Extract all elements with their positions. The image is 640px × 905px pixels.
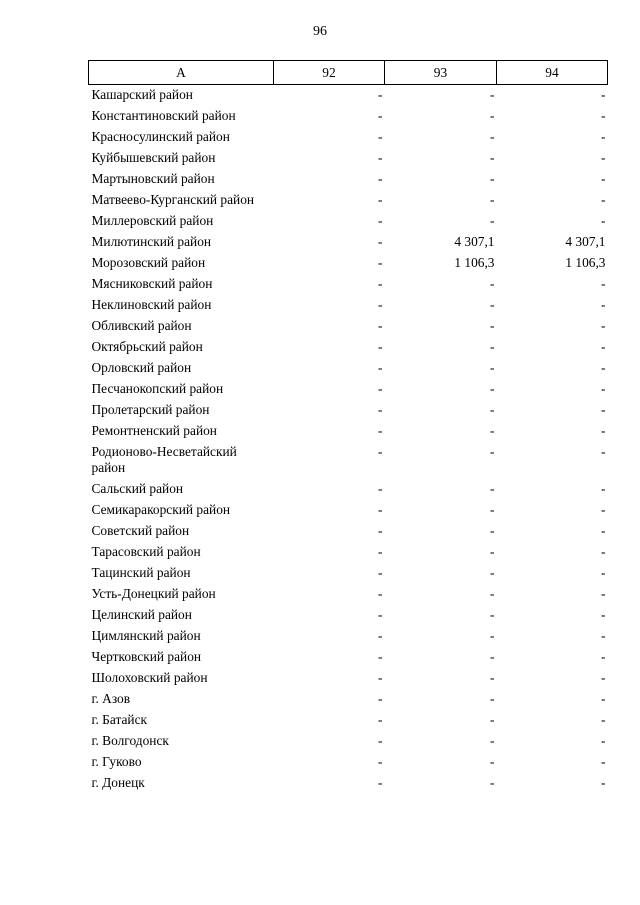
row-value-92: - bbox=[378, 481, 383, 496]
table-row bbox=[89, 500, 608, 521]
row-value-94: - bbox=[601, 87, 606, 102]
row-value-94: - bbox=[601, 565, 606, 580]
row-value-92: - bbox=[378, 297, 383, 312]
row-value-94: - bbox=[601, 171, 606, 186]
row-value-92: - bbox=[378, 670, 383, 685]
row-name-cell: Константиновский район bbox=[91, 108, 236, 123]
row-value-92: - bbox=[378, 628, 383, 643]
row-value-93: - bbox=[490, 628, 495, 643]
header-row bbox=[89, 61, 608, 85]
row-name-cell: Красносулинский район bbox=[91, 129, 230, 144]
row-value-92: - bbox=[378, 733, 383, 748]
table-row bbox=[89, 358, 608, 379]
row-value-92: - bbox=[378, 213, 383, 228]
row-value-93: - bbox=[490, 670, 495, 685]
row-value-93: - bbox=[490, 649, 495, 664]
row-value-93: - bbox=[490, 129, 495, 144]
row-value-93: - bbox=[490, 691, 495, 706]
row-value-93: - bbox=[490, 444, 495, 459]
table-row bbox=[89, 479, 608, 500]
row-value-93: - bbox=[490, 381, 495, 396]
row-value-93: - bbox=[490, 192, 495, 207]
row-value-94: - bbox=[601, 297, 606, 312]
row-value-94: - bbox=[601, 523, 606, 538]
table-row bbox=[89, 563, 608, 584]
row-value-94: - bbox=[601, 402, 606, 417]
row-name-cell: Куйбышевский район bbox=[91, 150, 216, 165]
row-name-cell: г. Волгодонск bbox=[91, 733, 169, 748]
table-body bbox=[89, 85, 608, 795]
row-value-92: - bbox=[378, 607, 383, 622]
table-row bbox=[89, 379, 608, 400]
row-value-94: - bbox=[601, 423, 606, 438]
row-value-93: - bbox=[490, 544, 495, 559]
row-value-94: - bbox=[601, 754, 606, 769]
row-value-93: - bbox=[490, 87, 495, 102]
row-name-cell: Мартыновский район bbox=[91, 171, 215, 186]
row-value-92: - bbox=[378, 444, 383, 459]
row-value-93: - bbox=[490, 360, 495, 375]
row-value-94: 1 106,3 bbox=[565, 255, 606, 270]
header-cell-name: А bbox=[89, 61, 274, 85]
row-name-cell: Семикаракорский район bbox=[91, 502, 231, 517]
row-value-92: - bbox=[378, 423, 383, 438]
table-row bbox=[89, 421, 608, 442]
row-value-92: - bbox=[378, 649, 383, 664]
table-row bbox=[89, 731, 608, 752]
row-name-cell: Октябрьский район bbox=[91, 339, 203, 354]
row-value-92: - bbox=[378, 171, 383, 186]
table-row bbox=[89, 148, 608, 169]
data-table bbox=[88, 60, 608, 794]
row-value-92: - bbox=[378, 339, 383, 354]
row-value-92: - bbox=[378, 523, 383, 538]
row-name-cell: г. Батайск bbox=[91, 712, 148, 727]
row-name-cell: Ремонтненский район bbox=[91, 423, 217, 438]
row-name-cell: Шолоховский район bbox=[91, 670, 208, 685]
row-value-92: - bbox=[378, 544, 383, 559]
row-value-94: - bbox=[601, 670, 606, 685]
row-value-92: - bbox=[378, 712, 383, 727]
table-header bbox=[89, 61, 608, 85]
row-value-93: - bbox=[490, 423, 495, 438]
row-value-92: - bbox=[378, 360, 383, 375]
row-value-93: 4 307,1 bbox=[454, 234, 495, 249]
row-name-cell: Сальский район bbox=[91, 481, 184, 496]
row-value-94: - bbox=[601, 628, 606, 643]
row-value-94: - bbox=[601, 691, 606, 706]
table-row bbox=[89, 584, 608, 605]
row-value-94: - bbox=[601, 712, 606, 727]
row-value-94: - bbox=[601, 775, 606, 790]
table-row bbox=[89, 626, 608, 647]
row-value-94: - bbox=[601, 108, 606, 123]
row-value-93: - bbox=[490, 150, 495, 165]
table-row bbox=[89, 232, 608, 253]
row-value-93: - bbox=[490, 213, 495, 228]
row-name-cell: Чертковский район bbox=[91, 649, 202, 664]
table-row bbox=[89, 274, 608, 295]
row-value-93: - bbox=[490, 481, 495, 496]
row-value-94: - bbox=[601, 544, 606, 559]
row-value-94: - bbox=[601, 129, 606, 144]
table-row bbox=[89, 211, 608, 232]
row-value-94: - bbox=[601, 318, 606, 333]
row-name-cell: Советский район bbox=[91, 523, 190, 538]
table-row bbox=[89, 752, 608, 773]
row-name-cell: Песчанокопский район bbox=[91, 381, 224, 396]
table-row bbox=[89, 337, 608, 358]
row-value-94: - bbox=[601, 733, 606, 748]
row-value-92: - bbox=[378, 754, 383, 769]
table-row bbox=[89, 190, 608, 211]
table-row bbox=[89, 647, 608, 668]
row-value-92: - bbox=[378, 402, 383, 417]
table-row bbox=[89, 127, 608, 148]
table-row bbox=[89, 400, 608, 421]
row-name-cell: Орловский район bbox=[91, 360, 192, 375]
header-cell-94: 94 bbox=[497, 61, 608, 85]
row-value-92: - bbox=[378, 234, 383, 249]
row-value-93: - bbox=[490, 754, 495, 769]
table-row bbox=[89, 253, 608, 274]
row-value-93: - bbox=[490, 565, 495, 580]
row-value-92: - bbox=[378, 586, 383, 601]
page-number: 96 bbox=[313, 24, 327, 39]
row-value-92: - bbox=[378, 318, 383, 333]
row-value-92: - bbox=[378, 691, 383, 706]
table-row bbox=[89, 773, 608, 794]
row-name-cell: Матвеево-Курганский район bbox=[91, 192, 255, 207]
row-value-92: - bbox=[378, 192, 383, 207]
row-value-94: - bbox=[601, 586, 606, 601]
row-name-cell: Неклиновский район bbox=[91, 297, 212, 312]
row-value-94: - bbox=[601, 339, 606, 354]
row-value-92: - bbox=[378, 108, 383, 123]
table-row bbox=[89, 710, 608, 731]
table-row bbox=[89, 106, 608, 127]
row-value-94: - bbox=[601, 481, 606, 496]
row-value-94: - bbox=[601, 502, 606, 517]
row-value-93: - bbox=[490, 502, 495, 517]
row-value-93: - bbox=[490, 607, 495, 622]
row-value-94: - bbox=[601, 150, 606, 165]
row-value-92: - bbox=[378, 150, 383, 165]
row-value-94: - bbox=[601, 360, 606, 375]
table-row bbox=[89, 442, 608, 479]
row-value-92: - bbox=[378, 775, 383, 790]
row-value-94: - bbox=[601, 276, 606, 291]
row-value-93: - bbox=[490, 318, 495, 333]
row-name-cell: Мясниковский район bbox=[91, 276, 213, 291]
row-name-cell: Тарасовский район bbox=[91, 544, 201, 559]
table-row bbox=[89, 169, 608, 190]
row-value-93: - bbox=[490, 775, 495, 790]
row-name-cell: Усть-Донецкий район bbox=[91, 586, 216, 601]
row-value-92: - bbox=[378, 255, 383, 270]
table-row bbox=[89, 521, 608, 542]
row-value-94: - bbox=[601, 381, 606, 396]
row-value-93: - bbox=[490, 276, 495, 291]
table-row bbox=[89, 689, 608, 710]
row-name-cell: Целинский район bbox=[91, 607, 192, 622]
row-value-94: - bbox=[601, 444, 606, 459]
row-name-cell: Тацинский район bbox=[91, 565, 191, 580]
row-name-cell: Миллеровский район bbox=[91, 213, 214, 228]
row-value-92: - bbox=[378, 276, 383, 291]
row-name-cell: Обливский район bbox=[91, 318, 192, 333]
row-value-94: - bbox=[601, 649, 606, 664]
row-value-93: - bbox=[490, 586, 495, 601]
row-name-cell: Милютинский район bbox=[91, 234, 212, 249]
row-value-94: - bbox=[601, 607, 606, 622]
table-row bbox=[89, 668, 608, 689]
row-value-92: - bbox=[378, 381, 383, 396]
row-name-cell: г. Донецк bbox=[91, 775, 145, 790]
row-value-93: - bbox=[490, 733, 495, 748]
row-value-93: - bbox=[490, 108, 495, 123]
table-row bbox=[89, 85, 608, 107]
row-value-93: - bbox=[490, 339, 495, 354]
table-row bbox=[89, 605, 608, 626]
row-name-cell: Кашарский район bbox=[91, 87, 193, 102]
row-value-94: - bbox=[601, 213, 606, 228]
header-cell-93: 93 bbox=[385, 61, 497, 85]
row-name-cell: Родионово-Несветайский район bbox=[91, 444, 237, 475]
table-row bbox=[89, 316, 608, 337]
row-value-92: - bbox=[378, 87, 383, 102]
row-name-cell: Цимлянский район bbox=[91, 628, 201, 643]
row-value-93: - bbox=[490, 297, 495, 312]
header-cell-92: 92 bbox=[274, 61, 385, 85]
row-name-cell: г. Гуково bbox=[91, 754, 142, 769]
row-value-93: - bbox=[490, 523, 495, 538]
row-value-92: - bbox=[378, 502, 383, 517]
row-value-93: 1 106,3 bbox=[454, 255, 495, 270]
table-row bbox=[89, 295, 608, 316]
row-name-cell: г. Азов bbox=[91, 691, 131, 706]
row-value-94: - bbox=[601, 192, 606, 207]
row-value-94: 4 307,1 bbox=[565, 234, 606, 249]
row-value-93: - bbox=[490, 712, 495, 727]
row-name-cell: Морозовский район bbox=[91, 255, 206, 270]
row-value-92: - bbox=[378, 129, 383, 144]
row-value-92: - bbox=[378, 565, 383, 580]
row-value-93: - bbox=[490, 402, 495, 417]
table-row bbox=[89, 542, 608, 563]
row-name-cell: Пролетарский район bbox=[91, 402, 210, 417]
row-value-93: - bbox=[490, 171, 495, 186]
